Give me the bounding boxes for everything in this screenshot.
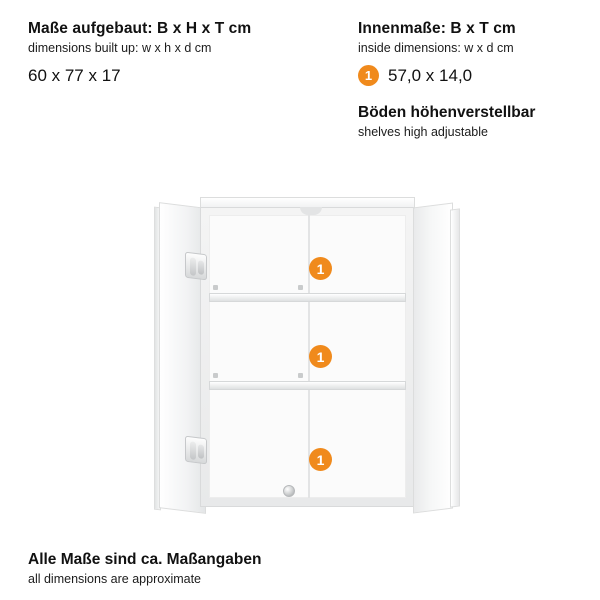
inside-dimensions-title: Innenmaße: B x T cm (358, 20, 516, 37)
inside-dimensions-value: 57,0 x 14,0 (388, 65, 473, 85)
badge-number-icon: 1 (358, 65, 379, 86)
built-up-dimensions-value: 60 x 77 x 17 (28, 66, 121, 86)
shelf-pin (213, 373, 218, 378)
right-door-edge (450, 208, 460, 507)
cabinet-illustration (145, 185, 475, 525)
inside-dimensions-value-row (358, 65, 593, 86)
adjustable-shelves-title: Böden höhenverstellbar (358, 104, 536, 122)
inside-dimensions-subtitle: inside dimensions: w x d cm (358, 40, 514, 55)
cabinet-shelf-lower (209, 381, 406, 390)
built-up-dimensions-subtitle: dimensions built up: w x h x d cm (28, 40, 212, 55)
right-door-panel (413, 203, 453, 514)
cabinet-knob (283, 485, 295, 497)
callout-badge-upper: 1 (309, 257, 332, 280)
adjustable-shelves-subtitle: shelves high adjustable (358, 124, 488, 139)
door-hinge-icon (185, 252, 207, 281)
inside-dimensions-block (358, 20, 593, 139)
footer-note-title: Alle Maße sind ca. Maßangaben (28, 551, 262, 568)
footer-note (28, 551, 448, 586)
shelf-pin (298, 373, 303, 378)
built-up-dimensions-block (28, 20, 358, 87)
built-up-dimensions-title: Maße aufgebaut: B x H x T cm (28, 20, 252, 37)
callout-badge-lower: 1 (309, 448, 332, 471)
left-door-panel (159, 202, 206, 514)
cabinet-shelf-upper (209, 293, 406, 302)
shelf-pin (298, 285, 303, 290)
door-hinge-icon (185, 436, 207, 465)
footer-note-subtitle: all dimensions are approximate (28, 571, 202, 586)
callout-badge-middle: 1 (309, 345, 332, 368)
shelf-pin (213, 285, 218, 290)
